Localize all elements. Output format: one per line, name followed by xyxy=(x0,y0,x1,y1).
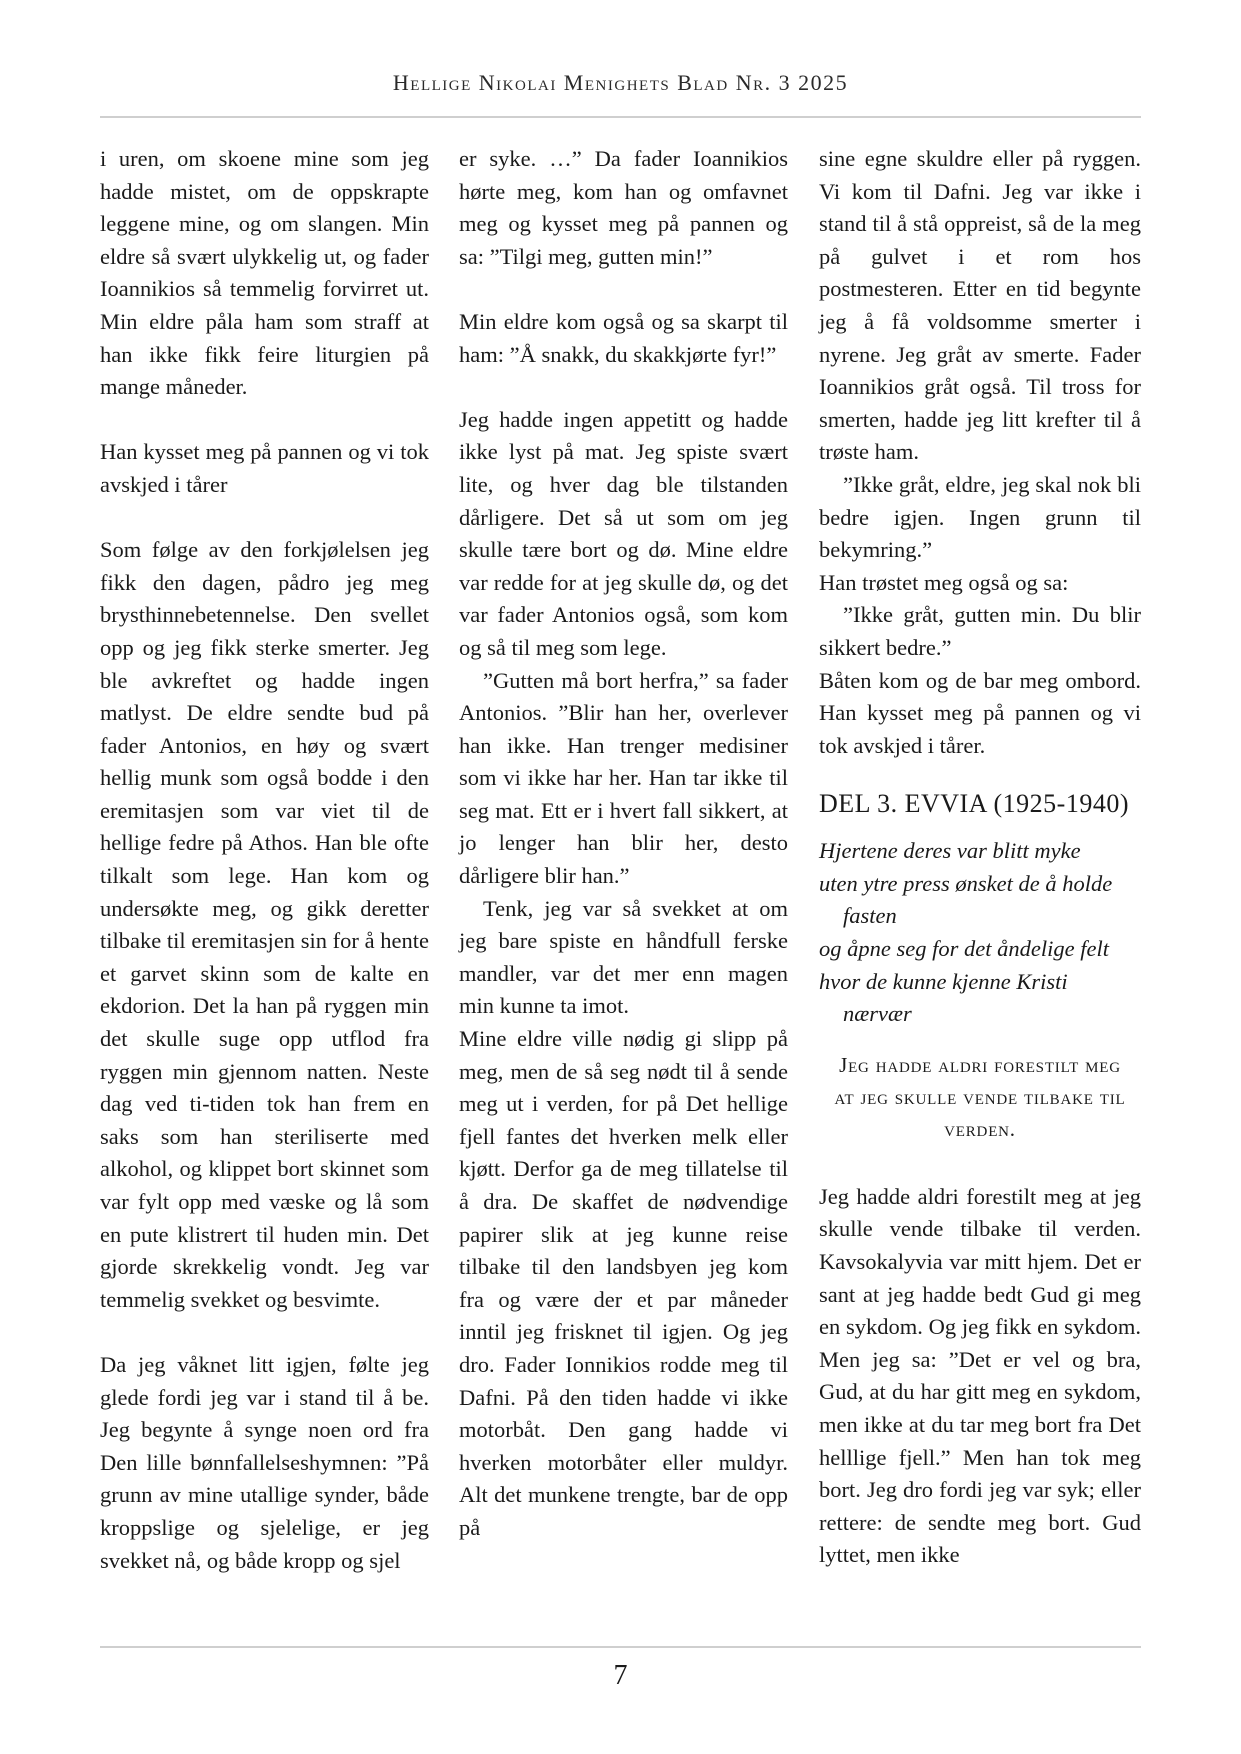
paragraph: i uren, om skoene mine som jeg hadde mistet, om de oppskrapte leggene mine, og om slangen. Min eldre så svært ulykkelig ut, og fader Ioannikios så temmelig forvirret ut. Min eldre påla ham som straff at han ikke fikk feire liturgien på mange måneder. xyxy=(100,146,429,400)
paragraph: ”Ikke gråt, gutten min. Du blir sikkert bedre.” xyxy=(819,602,1141,660)
section-heading: DEL 3. EVVIA (1925-1940) xyxy=(819,789,1129,819)
paragraph: Jeg hadde ingen appetitt og hadde ikke lyst på mat. Jeg spiste svært lite, og hver dag ble tilstanden dårligere. Det så ut som om jeg skulle tære bort og dø. Mine eldre var redde for at jeg skulle dø, og det var fader Antonios også, som kom og så til meg som lege. xyxy=(459,406,788,660)
paragraph: sine egne skuldre eller på ryggen. Vi kom til Dafni. Jeg var ikke i stand til å stå oppreist, så de la meg på gulvet i et rom hos postmesteren. Etter en tid begynte jeg å få voldsomme smerter i nyrene. Jeg gråt av smerte. Fader Ioannikios gråt også. Til tross for smerten, hadde jeg litt krefter til å trøste ham. xyxy=(819,146,1141,465)
paragraph: Tenk, jeg var så svekket at om jeg bare spiste en håndfull ferske mandler, var det mer enn magen min kunne ta imot. xyxy=(459,895,788,1019)
column-3 xyxy=(819,143,1141,1572)
running-header: Hellige Nikolai Menighets Blad Nr. 3 2025 xyxy=(392,70,849,95)
paragraph: Båten kom og de bar meg ombord. Han kysset meg på pannen og vi tok avskjed i tårer. xyxy=(819,667,1141,758)
column-1 xyxy=(100,143,429,1577)
paragraph: ”Gutten må bort herfra,” sa fader Antonios. ”Blir han her, overlever han ikke. Han trenger medisiner som vi ikke har her. Han tar ikke til seg mat. Ett er i hvert fall sikkert, at jo lenger han blir her, desto dårligere blir han.” xyxy=(459,667,788,889)
page-number: 7 xyxy=(613,1660,628,1691)
poem-line: hvor de kunne kjenne Kristi nærvær xyxy=(819,968,1068,1027)
footer-rule xyxy=(100,1646,1141,1648)
paragraph: Mine eldre ville nødig gi slipp på meg, men de så seg nødt til å sende meg ut i verden, for på Det hellige fjell fantes det hverken melk eller kjøtt. Derfor ga de meg tillatelse til å dra. De skaffet de nødvendige papirer slik at jeg kunne reise tilbake til den landsbyen jeg kom fra og være der et par måneder inntil jeg frisknet til igjen. Og jeg dro. Fader Ionnikios rodde meg til Dafni. På den tiden hadde vi ikke motorbåt. Den gang hadde vi hverken motorbåter eller muldyr. Alt det munkene trengte, bar de opp på xyxy=(459,1026,788,1540)
paragraph: Han trøstet meg også og sa: xyxy=(819,569,1069,595)
paragraph: ”Ikke gråt, eldre, jeg skal nok bli bedre igjen. Ingen grunn til bekymring.” xyxy=(819,471,1141,563)
pull-quote: Jeg hadde aldri forestilt meg at jeg skulle vende tilbake til verden. xyxy=(834,1052,1126,1141)
header-rule xyxy=(100,116,1141,118)
paragraph: Da jeg våknet litt igjen, følte jeg glede fordi jeg var i stand til å be. Jeg begynte å synge noen ord fra Den lille bønnfallelseshymnen: ”På grunn av mine utallige synder, både kroppslige og sjelelige, er jeg svekket nå, og både kropp og sjel xyxy=(100,1351,429,1573)
poem-line: uten ytre press ønsket de å holde fasten xyxy=(819,870,1113,929)
paragraph: Han kysset meg på pannen og vi tok avskjed i tårer xyxy=(100,439,429,497)
column-2 xyxy=(459,143,788,1545)
poem-line: og åpne seg for det åndelige felt xyxy=(819,936,1109,962)
paragraph: Som følge av den forkjølelsen jeg fikk den dagen, pådro jeg meg brysthinnebetennelse. Den svellet opp og jeg fikk sterke smerter. Jeg ble avkreftet og hadde ingen matlyst. De eldre sendte bud på fader Antonios, en høy og svært hellig munk som også bodde i den eremitasjen som var viet til de hellige fedre på Athos. Han ble ofte tilkalt som lege. Han kom og undersøkte meg, og gikk deretter tilbake til eremitasjen sin for å hente et garvet skinn som de kalte en ekdorion. Det la han på ryggen min det skulle suge opp utflod fra ryggen min gjennom natten. Neste dag ved ti-tiden tok han frem en saks som han steriliserte med alkohol, og klippet bort skinnet som var fylt opp med væske og lå som en pute klistrert til huden min. Det gjorde skrekkelig vondt. Jeg var temmelig svekket og besvimte. xyxy=(100,537,429,1312)
poem xyxy=(819,835,1141,1031)
paragraph: Min eldre kom også og sa skarpt til ham: ”Å snakk, du skakkjørte fyr!” xyxy=(459,308,788,367)
paragraph: er syke. …” Da fader Ioannikios hørte meg, kom han og omfavnet meg og kysset meg på pannen og sa: ”Tilgi meg, gutten min!” xyxy=(459,146,788,269)
poem-line: Hjertene deres var blitt myke xyxy=(819,838,1081,864)
paragraph: Jeg hadde aldri forestilt meg at jeg skulle vende tilbake til verden. Kavsokalyvia var mitt hjem. Det er sant at jeg hadde bedt Gud gi meg en sykdom. Og jeg fikk en sykdom. Men jeg sa: ”Det er vel og bra, Gud, at du har gitt meg en sykdom, men ikke at du tar meg bort fra Det helllige fjell.” Men han tok meg bort. Jeg dro fordi jeg var syk; eller rettere: de sendte meg bort. Gud lyttet, men ikke xyxy=(819,1183,1141,1568)
